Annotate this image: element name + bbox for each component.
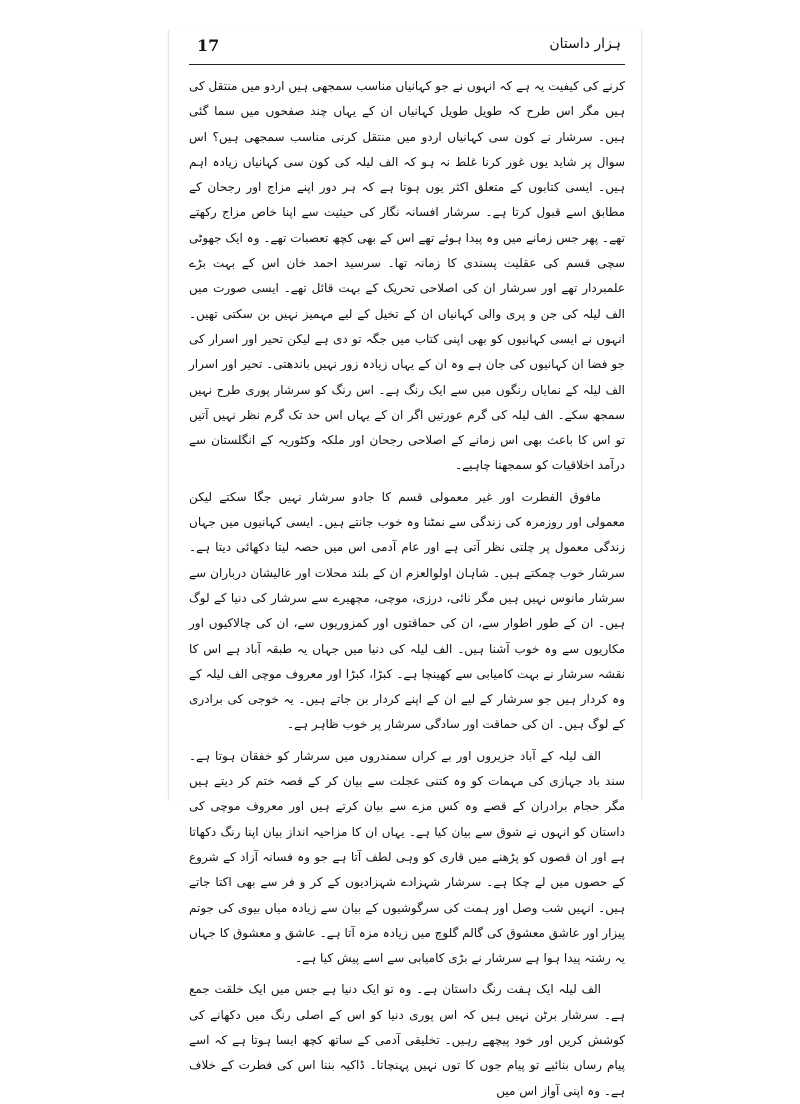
page-number: 17: [197, 36, 220, 55]
running-title: ہزار داستان: [549, 36, 621, 52]
paragraph: کرنے کی کیفیت یہ ہے کہ انہوں نے جو کہانیاں مناسب سمجھی ہیں اردو میں منتقل کی ہیں مگر اس طرح کہ طویل طویل کہانیاں ان کے یہاں چند صفحوں میں سما گئی ہیں۔ سرشار نے کون سی کہانیاں اردو میں منتقل کرنی مناسب سمجھی ہیں؟ اس سوال پر شاید یوں غور کرنا غلط نہ ہو کہ الف لیلہ کی کون سی کہانیاں زیادہ اہم ہیں۔ ایسی کتابوں کے متعلق اکثر یوں ہوتا ہے کہ ہر دور اپنے مزاج اور رجحان کے مطابق اسے قبول کرتا ہے۔ سرشار افسانہ نگار کی حیثیت سے اپنا خاص مزاج رکھتے تھے۔ پھر جس زمانے میں وہ پیدا ہوئے تھے اس کے بھی کچھ تعصبات تھے۔ وہ ایک جھوٹی سچی قسم کی عقلیت پسندی کا زمانہ تھا۔ سرسید احمد خان اس کے بہت بڑے علمبردار تھے اور سرشار ان کی اصلاحی تحریک کے بہت قائل تھے۔ ایسی صورت میں الف لیلہ کی جن و پری والی کہانیاں ان کے تخیل کے لیے مہمیز نہیں بن سکتی تھیں۔ انہوں نے ایسی کہانیوں کو بھی اپنی کتاب میں جگہ تو دی ہے لیکن تحیر اور اسرار کی جو فضا ان کہانیوں کی جان ہے وہ ان کے یہاں زیادہ زور نہیں باندھتی۔ تحیر اور اسرار الف لیلہ کے نمایاں رنگوں میں سے ایک رنگ ہے۔ اس رنگ کو سرشار پوری طرح نہیں سمجھ سکے۔ الف لیلہ کی گرم عورتیں اگر ان کے یہاں اس حد تک گرم نظر نہیں آتیں تو اس کا باعث بھی اس زمانے کے اصلاحی رجحان اور ملکہ وکٹوریہ کے انگلستان سے درآمد اخلاقیات کو سمجھنا چاہیے۔: [189, 79, 625, 473]
paragraph: مافوق الفطرت اور غیر معمولی قسم کا جادو سرشار نہیں جگا سکتے لیکن معمولی اور روزمرہ کی زندگی سے نمٹنا وہ خوب جانتے ہیں۔ ایسی کہانیوں میں جہاں زندگی معمول پر چلتی نظر آتی ہے اور عام آدمی اس میں حصہ لیتا دکھائی دیتا ہے۔ سرشار خوب چمکتے ہیں۔ شاہان اولوالعزم ان کے بلند محلات اور عالیشان درباران سے سرشار مانوس نہیں ہیں مگر نائی، درزی، موچی، مچھیرے سے سرشار کی دنیا کے لوگ ہیں۔ ان کے طور اطوار سے، ان کی حماقتوں اور کمزوریوں سے، ان کی چالاکیوں اور مکاریوں سے وہ خوب آشنا ہیں۔ الف لیلہ کی دنیا میں جہاں یہ طبقہ آباد ہے اس کا نقشہ سرشار نے بہت کامیابی سے کھینچا ہے۔ کبڑا، کبڑا اور معروف موچی الف لیلہ کے وہ کردار ہیں جو سرشار کے لیے ان کے اپنے کردار بن جاتے ہیں۔ یہ خوجی کی برادری کے لوگ ہیں۔ ان کی حماقت اور سادگی سرشار پر خوب ظاہر ہے۔: [189, 489, 625, 732]
paragraph: الف لیلہ کے آباد جزیروں اور بے کراں سمندروں میں سرشار کو خفقان ہوتا ہے۔ سند باد جہازی کی مہمات کو وہ کتنی عجلت سے بیان کر کے قصہ ختم کر دیتے ہیں مگر حجام برادران کے قصے وہ کس مزے سے بیان کرتے ہیں اور معروف موچی کی داستان کو انہوں نے شوق سے بیان کیا ہے۔ یہاں ان کا مزاحیہ انداز بیان اپنا رنگ دکھاتا ہے اور ان قصوں کو پڑھنے میں قاری کو وہی لطف آتا ہے جو وہ فسانہ آزاد کے شروع کے حصوں میں لے چکا ہے۔ سرشار شہزادے شہزادیوں کے کر و فر سے بھی اکتا جاتے ہیں۔ انہیں شب وصل اور ہمت کی سرگوشیوں کے بیان سے زیادہ میاں بیوی کی جوتم پیزار اور عاشق معشوق کی گالم گلوچ میں زیادہ مزہ آتا ہے۔ عاشق و معشوق کا جہاں یہ رشتہ پیدا ہوا ہے سرشار نے بڑی کامیابی سے اسے پیش کیا ہے۔: [189, 748, 625, 966]
book-page-scan: [168, 30, 642, 1098]
page-header: [189, 36, 625, 65]
body-text: [189, 74, 625, 1098]
paragraph: الف لیلہ ایک ہفت رنگ داستان ہے۔ وہ تو ایک دنیا ہے جس میں ایک خلقت جمع ہے۔ سرشار برٹن نہیں ہیں کہ اس پوری دنیا کو اس کے اصلی رنگ میں دکھانے کی کوشش کریں اور خود پیچھے رہیں۔ تخلیقی آدمی کے ساتھ کچھ ایسا ہوتا ہے کہ اسے پیام رساں بنائیے تو پیام جوں کا توں نہیں پہنچاتا۔ ڈاکیہ بننا اس کی فطرت کے خلاف ہے۔ وہ اپنی آواز اس میں: [189, 982, 625, 1098]
